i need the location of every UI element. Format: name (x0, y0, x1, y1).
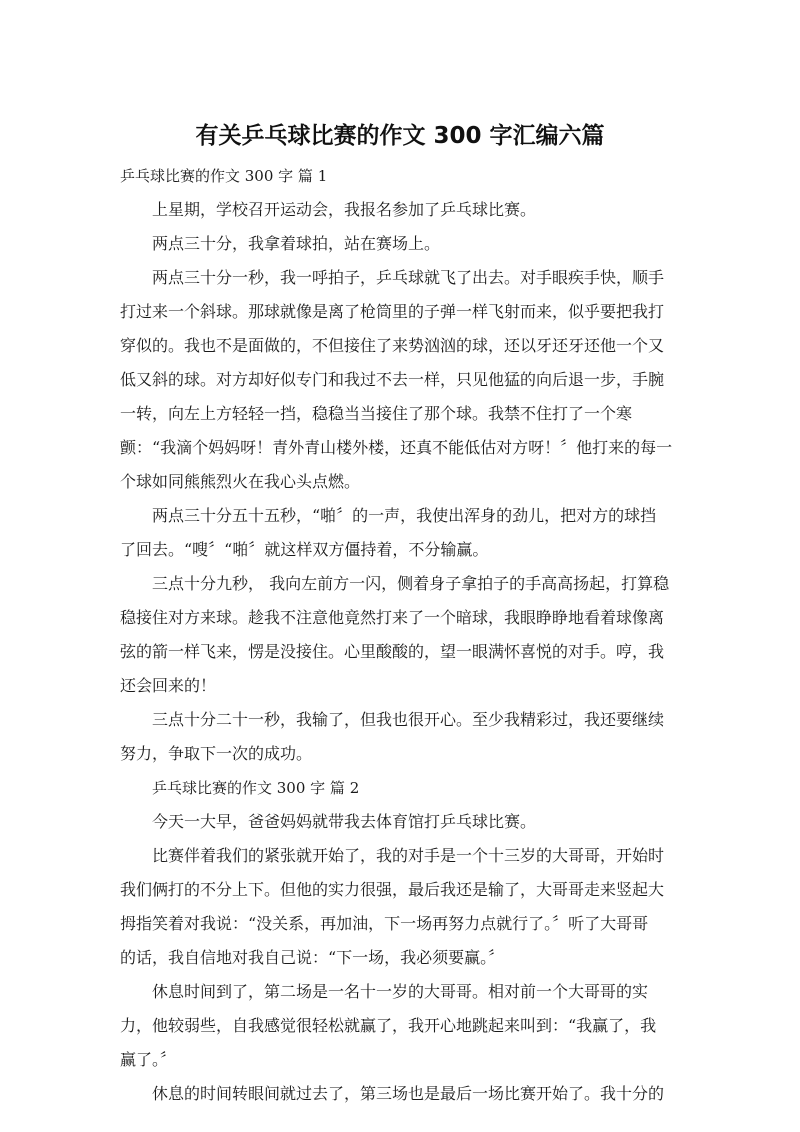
paragraph-line: 两点三十分五十五秒，“啪〞的一声，我使出浑身的劲儿，把对方的球挡 (152, 506, 657, 525)
paragraph-line: 三点十分二十一秒，我输了，但我也很开心。至少我精彩过，我还要继续 (152, 710, 665, 729)
paragraph-line: 弦的箭一样飞来，愣是没接住。心里酸酸的，望一眼满怀喜悦的对手。哼，我 (120, 642, 665, 661)
paragraph-line: 比赛伴着我们的紧张就开始了，我的对手是一个十三岁的大哥哥，开始时 (152, 846, 665, 865)
paragraph-line: 赢了。〞 (120, 1050, 177, 1069)
paragraph-line: 个球如同熊熊烈火在我心头点燃。 (120, 472, 361, 491)
paragraph-line: 我们俩打的不分上下。但他的实力很强，最后我还是输了，大哥哥走来竖起大 (120, 880, 665, 899)
section-heading-1: 乒乓球比赛的作文 300 字 篇 1 (120, 167, 328, 185)
paragraph-line: 休息时间到了，第二场是一名十一岁的大哥哥。相对前一个大哥哥的实 (152, 982, 649, 1001)
paragraph-line: 的话，我自信地对我自己说：“下一场，我必须要赢。〞 (120, 948, 505, 967)
paragraph-line: 打过来一个斜球。那球就像是离了枪筒里的子弹一样飞射而来，似乎要把我打 (120, 302, 665, 321)
paragraph-line: 努力，争取下一次的成功。 (120, 744, 313, 763)
section-heading-2: 乒乓球比赛的作文 300 字 篇 2 (152, 779, 360, 797)
paragraph-line: 两点三十分，我拿着球拍，站在赛场上。 (152, 234, 441, 253)
paragraph-line: 拇指笑着对我说：“没关系，再加油，下一场再努力点就行了。〞听了大哥哥 (120, 914, 649, 933)
paragraph-line: 还会回来的！ (120, 676, 217, 695)
paragraph-line: 三点十分九秒， 我向左前方一闪，侧着身子拿拍子的手高高扬起，打算稳 (152, 574, 670, 593)
paragraph-line: 力，他较弱些，自我感觉很轻松就赢了，我开心地跳起来叫到：“我赢了，我 (120, 1016, 657, 1035)
paragraph-line: 上星期，学校召开运动会，我报名参加了乒乓球比赛。 (152, 200, 537, 219)
paragraph-line: 一转，向左上方轻轻一挡，稳稳当当接住了那个球。我禁不住打了一个寒 (120, 404, 633, 423)
paragraph-line: 颤：“我滴个妈妈呀！青外青山楼外楼，还真不能低估对方呀！〞他打来的每一 (120, 438, 673, 457)
paragraph-line: 休息的时间转眼间就过去了，第三场也是最后一场比赛开始了。我十分的 (152, 1084, 665, 1103)
paragraph-line: 了回去。“嗖〞“啪〞就这样双方僵持着，不分输赢。 (120, 540, 489, 559)
document-title: 有关乒乓球比赛的作文 300 字汇编六篇 (195, 123, 605, 149)
paragraph-line: 稳接住对方来球。趁我不注意他竟然打来了一个暗球，我眼睁睁地看着球像离 (120, 608, 665, 627)
paragraph-line: 穿似的。我也不是面做的，不但接住了来势汹汹的球，还以牙还牙还他一个又 (120, 336, 665, 355)
paragraph-line: 今天一大早，爸爸妈妈就带我去体育馆打乒乓球比赛。 (152, 812, 537, 831)
paragraph-line: 低又斜的球。对方却好似专门和我过不去一样，只见他猛的向后退一步，手腕 (120, 370, 665, 389)
paragraph-line: 两点三十分一秒，我一呼拍子，乒乓球就飞了出去。对手眼疾手快，顺手 (152, 268, 665, 287)
